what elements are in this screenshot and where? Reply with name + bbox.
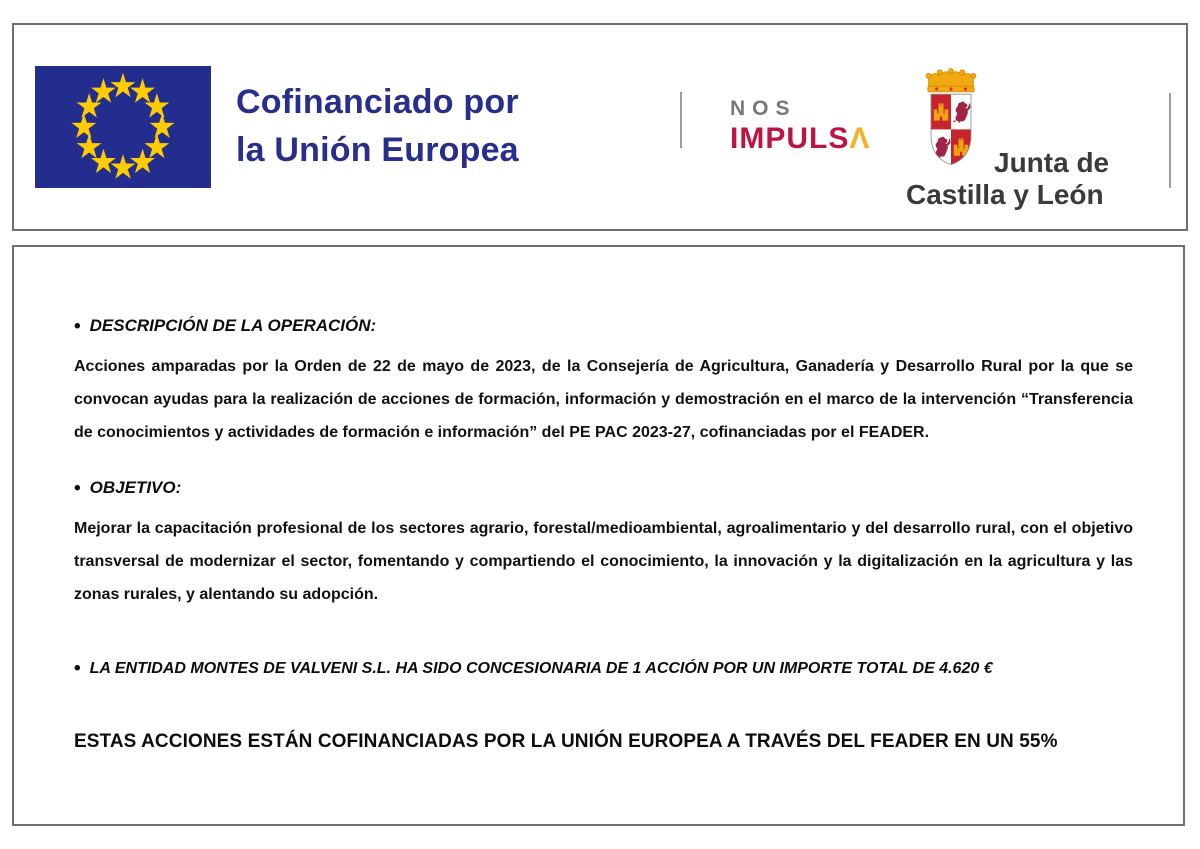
bullet-icon: • — [74, 658, 81, 679]
section-body-descripcion: Acciones amparadas por la Orden de 22 de mayo de 2023, de la Consejería de Agricultura, Ganadería y Desarrollo Rural por la que se convocan ayudas para la realización de acciones de formación, información y demostración en el marco de la intervención “Transferencia de conocimientos y actividades de formación e información” del PE PAC 2023-27, cofinanciadas por el FEADER. — [74, 358, 1133, 441]
junta-castilla-leon-logo — [898, 63, 1178, 223]
section-heading-text: LA ENTIDAD MONTES DE VALVENI S.L. HA SIDO CONCESIONARIA DE 1 ACCIÓN POR UN IMPORTE TOTAL DE 4.620 € — [89, 660, 993, 677]
section-body-objetivo: Mejorar la capacitación profesional de los sectores agrario, forestal/medioambiental, agroalimentario y del desarrollo rural, con el objetivo transversal de modernizar el sector, fomentando y compartiendo el conocimiento, la innovación y la digitalización en la agricultura y las zonas rurales, y alentando su adopción. — [74, 520, 1133, 603]
castilla-leon-coat-of-arms-icon — [910, 67, 992, 171]
junta-wordmark-line2: Castilla y León — [906, 179, 1104, 210]
crown — [926, 68, 976, 91]
section-heading-text: DESCRIPCIÓN DE LA OPERACIÓN: — [89, 316, 377, 335]
eu-cofunded-wordmark — [236, 78, 519, 174]
eu-wordmark-line1: Cofinanciado por — [236, 83, 519, 121]
cofinancing-statement: ESTAS ACCIONES ESTÁN COFINANCIADAS POR LA UNIÓN EUROPEA A TRAVÉS DEL FEADER EN UN 55% — [74, 731, 1058, 752]
divider-line — [1169, 93, 1171, 188]
impulsa-word-accent: Λ — [849, 122, 871, 155]
nos-impulsa-bottom-word — [730, 122, 870, 156]
section-heading-entidad — [74, 657, 1133, 679]
eu-wordmark-line2: la Unión Europea — [236, 131, 519, 169]
section-heading-descripcion — [74, 315, 1133, 337]
section-heading-text: OBJETIVO: — [89, 478, 182, 497]
section-heading-objetivo — [74, 477, 1133, 499]
bullet-icon: • — [74, 478, 81, 499]
impulsa-word-main: IMPULS — [730, 122, 850, 155]
operation-details-panel — [12, 245, 1185, 826]
nos-impulsa-top-word: NOS — [730, 97, 797, 120]
divider-line — [680, 92, 682, 148]
nos-impulsa-logo — [730, 97, 870, 156]
logo-banner — [12, 23, 1188, 231]
eu-flag-icon — [35, 66, 211, 188]
junta-wordmark-line1: Junta de — [994, 147, 1110, 178]
bullet-icon: • — [74, 316, 81, 337]
